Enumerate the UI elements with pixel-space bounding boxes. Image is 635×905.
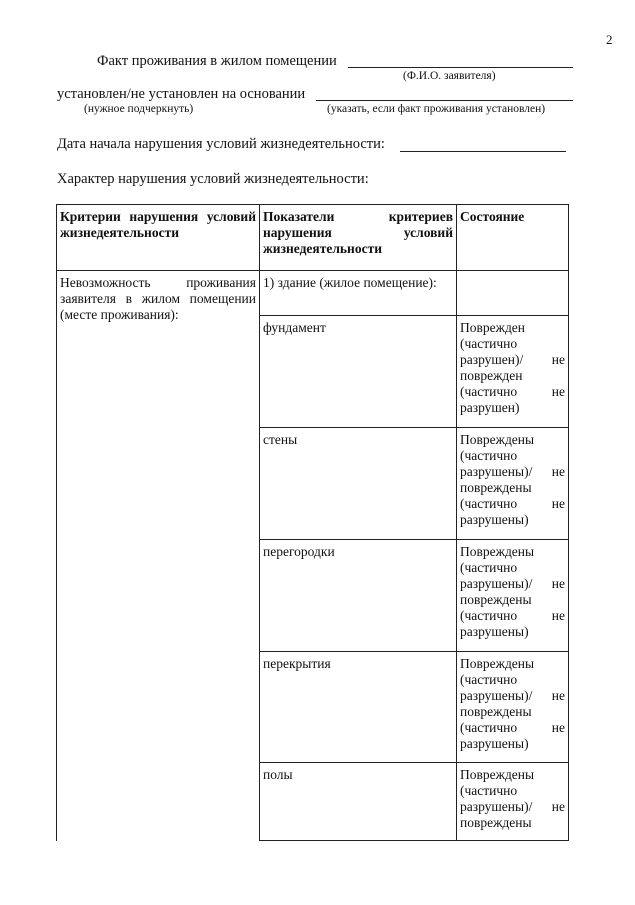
indicator-cell: стены	[260, 428, 457, 540]
basis-caption-left: (нужное подчеркнуть)	[84, 103, 194, 115]
state-cell: Повреждены (частично разрушены)/ не повреждены	[457, 763, 569, 841]
state-cell: Поврежден (частично разрушен)/ не поврежден (частично не разрушен)	[457, 316, 569, 428]
character-label: Характер нарушения условий жизнедеятельности:	[57, 171, 369, 187]
basis-line	[316, 100, 573, 101]
fact-label: Факт проживания в жилом помещении	[97, 53, 337, 69]
table-header-row	[57, 205, 569, 271]
indicator-cell: перегородки	[260, 540, 457, 652]
table-row	[57, 271, 569, 316]
indicator-cell: перекрытия	[260, 652, 457, 763]
header-state: Состояние	[457, 205, 569, 271]
violations-table	[56, 204, 569, 841]
start-date-line	[400, 151, 566, 152]
start-date-label: Дата начала нарушения условий жизнедеятельности:	[57, 136, 385, 152]
indicator-cell: полы	[260, 763, 457, 841]
state-cell: Повреждены (частично разрушены)/ не повреждены (частично не разрушены)	[457, 652, 569, 763]
fio-caption: (Ф.И.О. заявителя)	[403, 70, 496, 82]
page-number: 2	[606, 32, 613, 47]
building-state-cell	[457, 271, 569, 316]
criterion-cell: Невозможность проживания заявителя в жилом помещении (месте проживания):	[57, 271, 260, 841]
basis-caption-right: (указать, если факт проживания установлен)	[327, 103, 546, 115]
building-cell: 1) здание (жилое помещение):	[260, 271, 457, 316]
indicator-cell: фундамент	[260, 316, 457, 428]
header-indicators: Показатели критериев нарушения условий жизнедеятельности	[260, 205, 457, 271]
state-cell: Повреждены (частично разрушены)/ не повреждены (частично не разрушены)	[457, 540, 569, 652]
state-cell: Повреждены (частично разрушены)/ не повреждены (частично не разрушены)	[457, 428, 569, 540]
fio-line	[348, 67, 573, 68]
basis-label: установлен/не установлен на основании	[57, 86, 306, 102]
header-criteria: Критерии нарушения условий жизнедеятельности	[57, 205, 260, 271]
